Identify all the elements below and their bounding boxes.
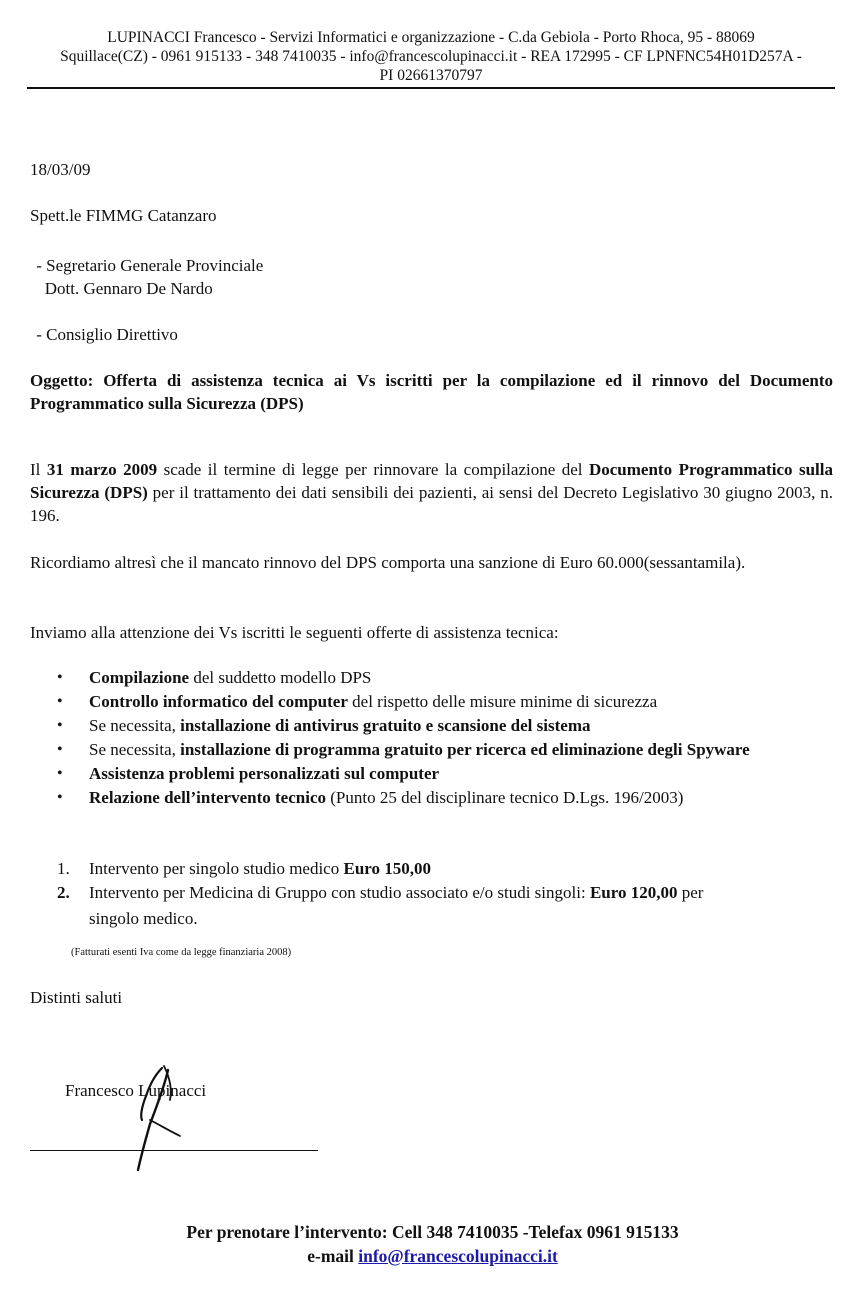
paragraph-offers-intro: Inviamo alla attenzione dei Vs iscritti le seguenti offerte di assistenza tecnica: [30, 623, 559, 642]
dps-name: Documento Programmatico sulla Sicurezza (DPS) [30, 460, 833, 502]
item-text: Se necessita, [89, 716, 181, 735]
recipient: Spett.le FIMMG Catanzaro [30, 206, 217, 225]
item-text: (Punto 25 del disciplinare tecnico D.Lgs. 196/2003) [326, 788, 684, 807]
item-number: 2. [57, 883, 70, 902]
price-list [30, 857, 833, 932]
email-link[interactable]: info@francescolupinacci.it [358, 1246, 558, 1266]
addressee-council: - Consiglio Direttivo [32, 325, 178, 344]
item-bold: Relazione dell’intervento tecnico [89, 788, 326, 807]
list-item [30, 714, 833, 738]
deadline-date: 31 marzo 2009 [46, 460, 158, 479]
item-text: del rispetto delle misure minime di sicurezza [347, 692, 658, 711]
item-bold: installazione di antivirus gratuito e scansione del sistema [180, 716, 591, 735]
email-line [0, 1244, 865, 1268]
price-text: Intervento per Medicina di Gruppo con studio associato e/o studi singoli: [89, 883, 590, 902]
email-label: e-mail [307, 1246, 359, 1266]
paragraph-sanction: Ricordiamo altresì che il mancato rinnovo del DPS comporta una sanzione di Euro 60.000(sessantamila). [30, 553, 746, 572]
item-text: Se necessita, [89, 740, 181, 759]
paragraph-text: scade il termine di legge per rinnovare la compilazione del [157, 460, 589, 479]
letter-date: 18/03/09 [30, 160, 91, 179]
item-bold: Controllo informatico del computer [89, 692, 348, 711]
item-bold: Assistenza problemi personalizzati sul computer [89, 764, 440, 783]
item-text: del suddetto modello DPS [189, 668, 372, 687]
price-text: Intervento per singolo studio medico [89, 859, 344, 878]
bullet-icon: • [57, 789, 63, 806]
item-bold: Compilazione [89, 668, 190, 687]
vat-note: (Fatturati esenti Iva come da legge finanziaria 2008) [71, 947, 292, 958]
signer-name: Francesco Lupinacci [65, 1081, 207, 1100]
list-item [30, 666, 833, 690]
letterhead-line-3: PI 02661370797 [379, 67, 483, 84]
bullet-icon: • [57, 693, 63, 710]
letterhead-divider [27, 87, 835, 89]
bullet-icon: • [57, 765, 63, 782]
list-item [30, 786, 833, 810]
paragraph-text: per il trattamento dei dati sensibili dei pazienti, ai sensi del Decreto Legislativo 30 giugno 2003, n. 196. [30, 483, 833, 525]
list-item [30, 690, 833, 714]
bullet-icon: • [57, 717, 63, 734]
price-amount: Euro 150,00 [343, 859, 432, 878]
bullet-icon: • [57, 669, 63, 686]
price-continuation: singolo medico. [89, 909, 198, 928]
addressee-secretary: - Segretario Generale Provinciale Dott. Gennaro De Nardo [36, 256, 264, 298]
footer [0, 1220, 865, 1268]
item-bold: installazione di programma gratuito per ricerca ed eliminazione degli Spyware [180, 740, 750, 759]
price-suffix: per [677, 883, 704, 902]
booking-contacts: Per prenotare l’intervento: Cell 348 7410035 -Telefax 0961 915133 [186, 1222, 679, 1242]
item-number: 1. [57, 859, 70, 878]
list-item [30, 738, 833, 762]
price-item-group [30, 881, 833, 932]
offers-list [30, 666, 833, 810]
price-item-single [30, 857, 833, 881]
letterhead-line-2: Squillace(CZ) - 0961 915133 - 348 7410035 - info@francescolupinacci.it - REA 172995 - CF LPNFNC54H01D257A - [60, 48, 802, 65]
paragraph-deadline [30, 458, 833, 527]
subject-line: Oggetto: Offerta di assistenza tecnica ai Vs iscritti per la compilazione ed il rinnovo del Documento Programmatico sulla Sicurezza (DPS) [30, 371, 833, 413]
list-item [30, 762, 833, 786]
paragraph-text: Il [30, 460, 47, 479]
price-amount: Euro 120,00 [589, 883, 678, 902]
letterhead [20, 28, 842, 85]
letterhead-line-1: LUPINACCI Francesco - Servizi Informatici e organizzazione - C.da Gebiola - Porto Rhoca, 95 - 88069 [107, 29, 755, 46]
bullet-icon: • [57, 741, 63, 758]
handwritten-signature [120, 1060, 190, 1175]
closing: Distinti saluti [30, 988, 123, 1007]
